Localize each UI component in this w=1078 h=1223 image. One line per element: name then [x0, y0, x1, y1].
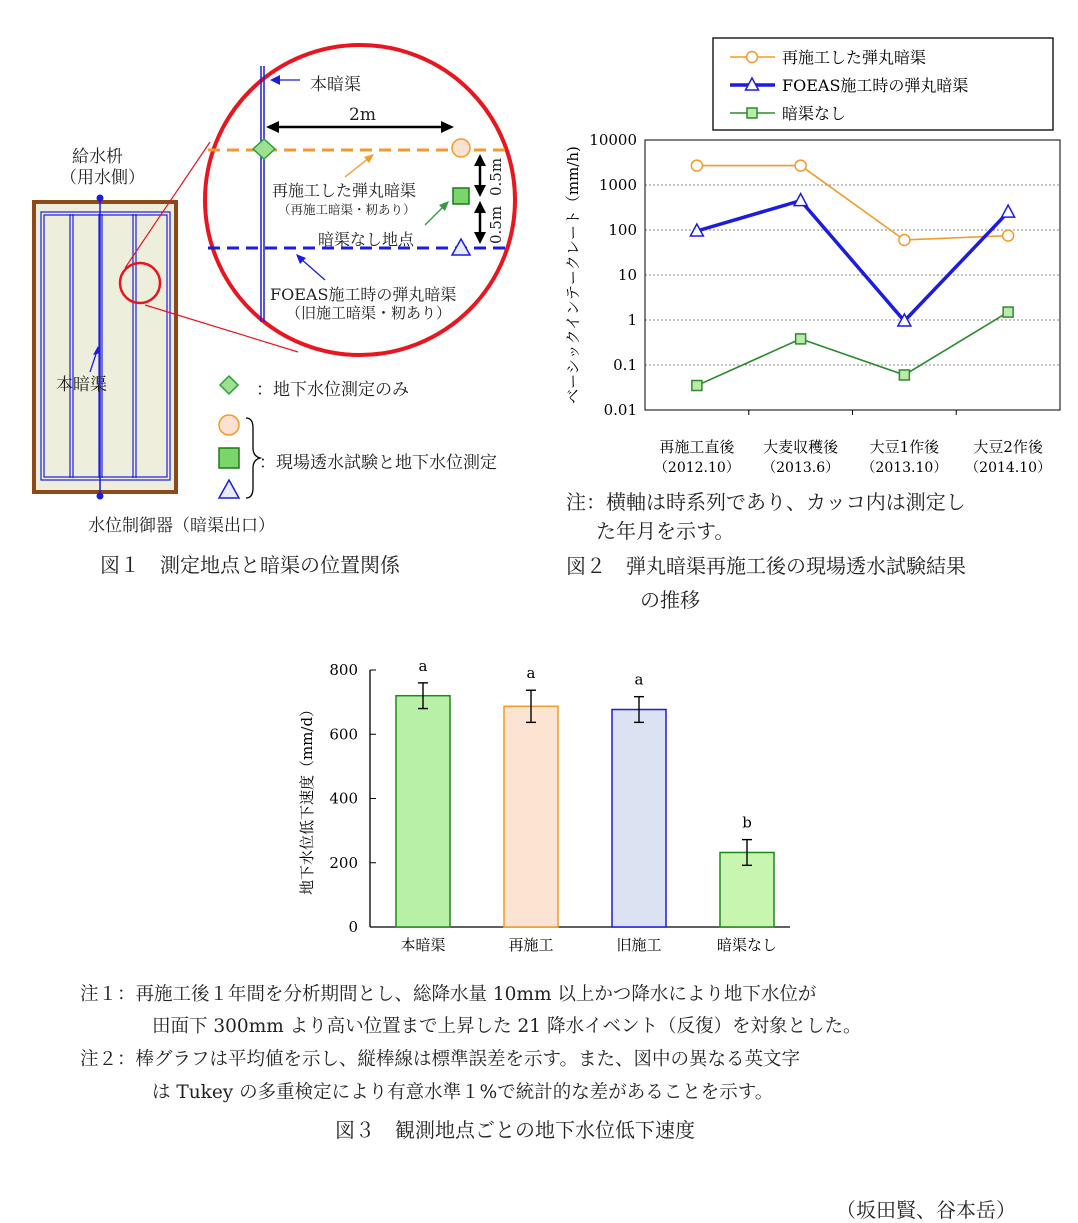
legend-triangle-icon — [219, 480, 239, 498]
figure3-caption: 図３ 観測地点ごとの地下水位低下速度 — [335, 1118, 695, 1142]
figure3-note1-line1: 注１：再施工後１年間を分析期間とし、総降水量 10mm 以上かつ降水により地下水位が — [80, 984, 817, 1005]
y-tick-label: 0.1 — [613, 356, 637, 374]
bar — [612, 710, 666, 927]
series-2 — [692, 307, 1013, 390]
square-marker — [453, 188, 469, 204]
legend-group-label: ：現場透水試験と地下水位測定 — [259, 453, 497, 473]
data-point — [692, 381, 702, 391]
significance-letter: a — [418, 656, 428, 675]
figure1-caption: 図１ 測定地点と暗渠の位置関係 — [100, 553, 400, 577]
legend — [713, 38, 1053, 130]
x-tick-label: 再施工直後 — [659, 438, 735, 456]
distance-label: 2m — [349, 105, 376, 125]
data-point — [795, 160, 806, 171]
control-label: 水位制御器（暗渠出口） — [88, 516, 275, 536]
author-credit: （坂田賢、谷本岳） — [836, 1198, 1016, 1222]
figure2-note-2: た年月を示す。 — [596, 519, 735, 543]
legend-square-icon — [219, 448, 239, 468]
data-point — [899, 234, 910, 245]
legend-brace — [246, 418, 260, 498]
x-tick-label: 本暗渠 — [400, 936, 446, 954]
x-tick-label: 大麦収穫後 — [763, 438, 839, 456]
supply-point — [97, 195, 104, 202]
series-line — [697, 166, 1008, 240]
redo-drain-sub-label: （再施工暗渠・籾あり） — [278, 202, 416, 217]
y-axis-label: ベーシックインテークレート（mm/h) — [564, 146, 582, 404]
x-tick-sublabel: （2012.10） — [653, 460, 740, 476]
main-drain-label: 本暗渠 — [56, 375, 107, 395]
data-point — [1003, 307, 1013, 317]
data-point — [1002, 205, 1015, 217]
y-tick-label: 100 — [608, 221, 637, 239]
no-drain-label: 暗渠なし地点 — [318, 230, 415, 249]
foeas-drain-label: FOEAS施工時の弾丸暗渠 — [270, 285, 457, 304]
half-meter-label-1: 0.5m — [487, 205, 505, 244]
legend-marker — [747, 52, 758, 63]
figure3-chart — [290, 640, 810, 970]
foeas-drain-sub-label: （旧施工暗渠・籾あり） — [286, 304, 452, 322]
data-point — [691, 160, 702, 171]
half-meter-label-2: 0.5m — [487, 157, 505, 196]
x-tick-sublabel: （2014.10） — [965, 460, 1052, 476]
x-tick-label: 再施工 — [508, 936, 554, 954]
y-tick-label: 1000 — [598, 176, 637, 194]
y-tick-label: 0.01 — [603, 401, 637, 419]
figure2-note-1: 注：横軸は時系列であり、カッコ内は測定し — [566, 490, 966, 514]
bar — [504, 706, 558, 927]
circle-marker — [452, 139, 470, 157]
data-point — [899, 370, 909, 380]
zoom-main-drain-label: 本暗渠 — [310, 75, 361, 95]
figure3-note1-line2: 田面下 300mm より高い位置まで上昇した 21 降水イベント（反復）を対象とした。 — [152, 1016, 862, 1037]
supply-sub-label: （用水側） — [60, 168, 145, 188]
data-point — [796, 334, 806, 344]
y-tick-label: 200 — [329, 853, 358, 872]
redo-drain-label: 再施工した弾丸暗渠 — [272, 181, 417, 200]
figure2-caption-1: 図２ 弾丸暗渠再施工後の現場透水試験結果 — [566, 554, 966, 578]
y-tick-label: 1 — [627, 311, 637, 329]
figure3-note2-line1: 注２：棒グラフは平均値を示し、縦棒線は標準誤差を示す。また、図中の異なる英文字 — [80, 1049, 801, 1070]
x-tick-label: 旧施工 — [616, 936, 662, 954]
x-tick-label: 大豆1作後 — [869, 438, 940, 456]
series-line — [697, 201, 1008, 321]
legend-diamond-label: ：地下水位測定のみ — [256, 380, 409, 400]
outlet-point — [97, 493, 104, 500]
legend-label: 暗渠なし — [782, 104, 847, 123]
x-tick-sublabel: （2013.10） — [861, 460, 948, 476]
data-point — [1003, 230, 1014, 241]
figure3-note2-line2: は Tukey の多重検定により有意水準１%で統計的な差があることを示す。 — [152, 1082, 774, 1103]
y-axis-label: 地下水位低下速度（mm/d） — [298, 701, 316, 896]
data-point — [794, 194, 807, 206]
y-tick-label: 0 — [348, 918, 358, 936]
field-outline — [34, 202, 176, 492]
x-tick-sublabel: （2013.6） — [762, 460, 840, 476]
series-line — [697, 312, 1008, 385]
x-tick-label: 暗渠なし — [716, 936, 778, 954]
series-1 — [690, 194, 1014, 326]
legend-label: 再施工した弾丸暗渠 — [782, 48, 927, 67]
y-tick-label: 10 — [617, 266, 637, 284]
legend-diamond-icon — [220, 376, 238, 394]
significance-letter: a — [634, 670, 644, 689]
figure2-chart — [540, 0, 1078, 500]
significance-letter: b — [742, 813, 752, 832]
legend-marker — [747, 108, 757, 118]
significance-letter: a — [526, 664, 536, 683]
x-tick-label: 大豆2作後 — [973, 438, 1043, 456]
series-0 — [691, 160, 1013, 245]
y-tick-label: 10000 — [589, 131, 637, 149]
y-tick-label: 800 — [329, 661, 358, 679]
bar — [396, 696, 450, 927]
y-tick-label: 600 — [329, 725, 358, 744]
figure2-caption-2: の推移 — [640, 588, 700, 612]
legend-label: FOEAS施工時の弾丸暗渠 — [782, 76, 969, 95]
supply-label: 給水枡 — [72, 147, 123, 167]
legend-circle-icon — [219, 415, 239, 435]
y-tick-label: 400 — [329, 789, 358, 808]
